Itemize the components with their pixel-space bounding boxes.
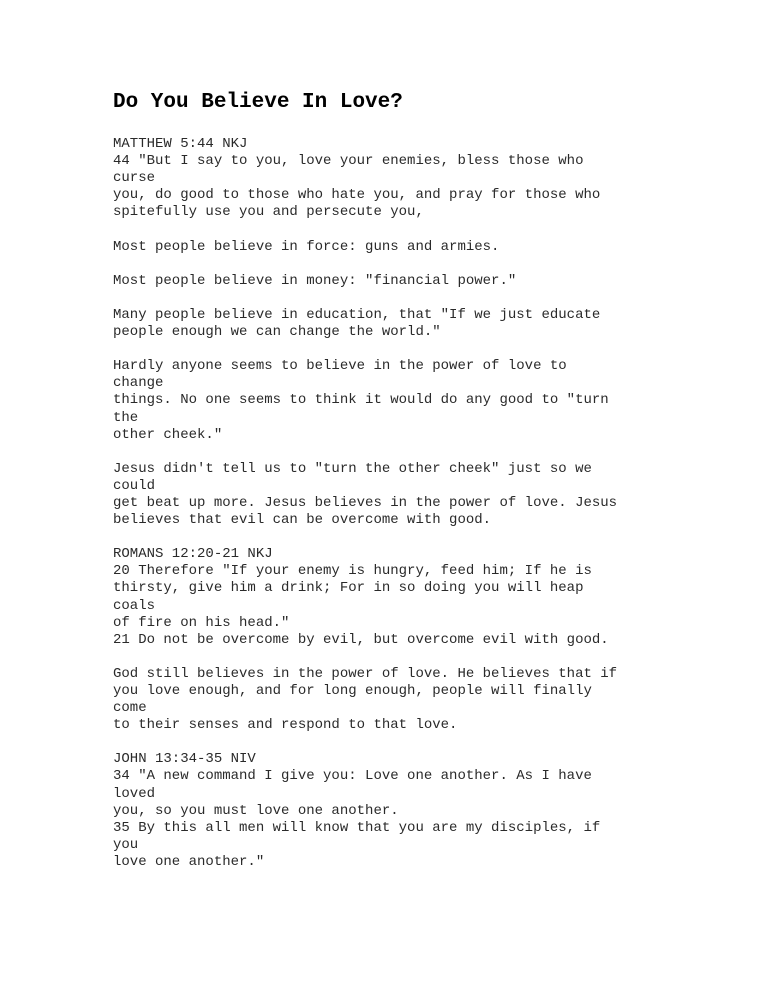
text-line: God still believes in the power of love. He believes that if <box>113 665 618 682</box>
text-line: Hardly anyone seems to believe in the power of love to <box>113 358 567 375</box>
document-body <box>113 136 733 871</box>
text-line: 20 Therefore "If your enemy is hungry, feed him; If he is <box>113 563 592 580</box>
paragraph <box>113 666 733 734</box>
text-line: people enough we can change the world." <box>113 324 441 341</box>
paragraph <box>113 273 733 290</box>
paragraph-gap <box>113 256 733 273</box>
paragraph <box>113 461 733 529</box>
paragraph <box>113 136 733 221</box>
text-line: Jesus didn't tell us to "turn the other cheek" just so we <box>113 460 592 477</box>
text-line: ROMANS 12:20-21 NKJ <box>113 546 273 563</box>
text-line: coals <box>113 597 156 614</box>
paragraph <box>113 546 733 649</box>
text-line: spitefully use you and persecute you, <box>113 204 424 221</box>
page-title: Do You Believe In Love? <box>113 91 403 114</box>
text-line: Many people believe in education, that "If we just educate <box>113 306 601 323</box>
text-line: other cheek." <box>113 426 223 443</box>
text-line: loved <box>113 785 156 802</box>
text-line: believes that evil can be overcome with good. <box>113 512 492 529</box>
text-line: Most people believe in money: "financial power." <box>113 272 517 289</box>
text-line: could <box>113 477 156 494</box>
text-line: curse <box>113 170 156 187</box>
text-line: things. No one seems to think it would do any good to "turn <box>113 392 609 409</box>
text-line: Most people believe in force: guns and armies. <box>113 238 500 255</box>
text-line: you <box>113 836 139 853</box>
text-line: MATTHEW 5:44 NKJ <box>113 136 248 152</box>
text-line: of fire on his head." <box>113 614 290 631</box>
text-line: the <box>113 409 139 426</box>
text-line: love one another." <box>113 853 265 870</box>
text-line: get beat up more. Jesus believes in the power of love. Jesus <box>113 494 618 511</box>
text-line: 44 "But I say to you, love your enemies, bless those who <box>113 153 584 170</box>
paragraph <box>113 307 733 341</box>
paragraph-gap <box>113 734 733 751</box>
text-line: you love enough, and for long enough, people will finally <box>113 683 592 699</box>
paragraph-gap <box>113 341 733 358</box>
text-line: come <box>113 700 147 717</box>
text-line: you, do good to those who hate you, and pray for those who <box>113 187 601 204</box>
paragraph <box>113 239 733 256</box>
text-line: thirsty, give him a drink; For in so doing you will heap <box>113 580 584 597</box>
text-line: change <box>113 375 164 392</box>
paragraph <box>113 358 733 443</box>
paragraph-gap <box>113 649 733 666</box>
text-line: JOHN 13:34-35 NIV <box>113 751 256 768</box>
text-line: 21 Do not be overcome by evil, but overcome evil with good. <box>113 631 609 648</box>
paragraph-gap <box>113 444 733 461</box>
text-line: 35 By this all men will know that you are my disciples, if <box>113 819 601 836</box>
paragraph <box>113 751 733 871</box>
text-line: to their senses and respond to that love. <box>113 717 458 734</box>
paragraph-gap <box>113 221 733 238</box>
text-line: 34 "A new command I give you: Love one another. As I have <box>113 768 592 785</box>
text-line: you, so you must love one another. <box>113 802 399 819</box>
paragraph-gap <box>113 290 733 307</box>
paragraph-gap <box>113 529 733 546</box>
